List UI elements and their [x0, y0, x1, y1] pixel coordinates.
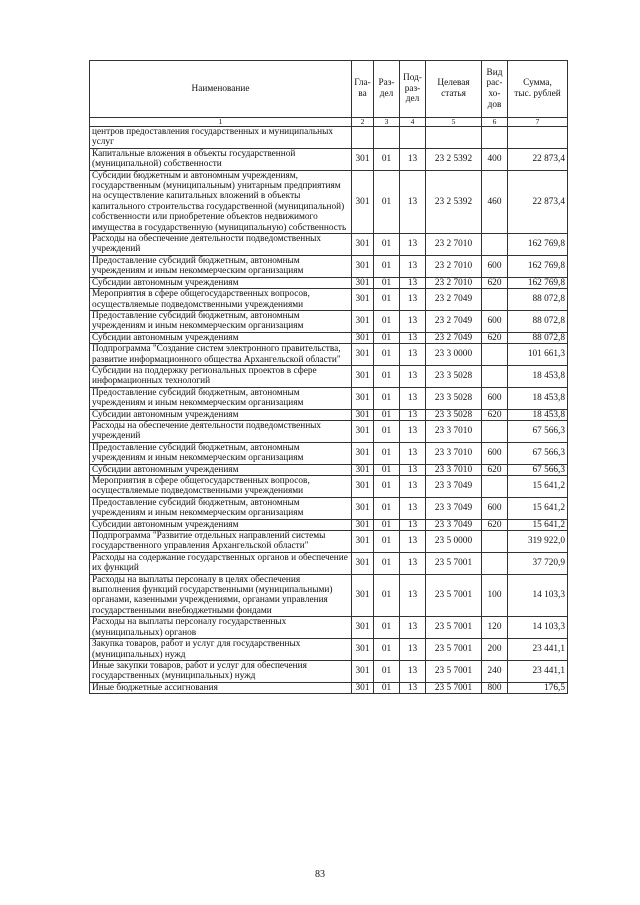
cell-summa: 162 769,8	[508, 277, 568, 288]
column-number: 7	[508, 118, 568, 127]
table-row	[90, 574, 568, 617]
table-row	[90, 277, 568, 288]
cell-summa: 15 641,2	[508, 476, 568, 498]
cell-vid: 600	[482, 442, 508, 464]
column-number: 6	[482, 118, 508, 127]
cell-glava: 301	[352, 148, 374, 170]
cell-tselevaya: 23 3 7049	[426, 497, 482, 519]
cell-podrazdel: 13	[400, 464, 426, 475]
col-header-glava: Гла- ва	[352, 61, 374, 118]
cell-razdel: 01	[374, 332, 400, 343]
cell-glava: 301	[352, 289, 374, 311]
cell-tselevaya: 23 5 0000	[426, 531, 482, 553]
cell-summa: 67 566,3	[508, 464, 568, 475]
cell-summa: 88 072,8	[508, 332, 568, 343]
cell-name: Предоставление субсидий бюджетным, автономным учреждениям и иным некоммерческим организациям	[90, 497, 352, 519]
cell-name: Расходы на содержание государственных органов и обеспечение их функций	[90, 552, 352, 574]
cell-tselevaya: 23 5 7001	[426, 574, 482, 617]
cell-glava: 301	[352, 519, 374, 530]
cell-razdel: 01	[374, 365, 400, 387]
cell-tselevaya: 23 2 5392	[426, 170, 482, 233]
cell-vid	[482, 365, 508, 387]
cell-glava: 301	[352, 420, 374, 442]
table-row	[90, 682, 568, 693]
cell-name: Субсидии автономным учреждениям	[90, 277, 352, 288]
cell-name: Субсидии автономным учреждениям	[90, 464, 352, 475]
cell-vid: 620	[482, 464, 508, 475]
cell-glava: 301	[352, 464, 374, 475]
cell-summa: 18 453,8	[508, 409, 568, 420]
cell-vid	[482, 127, 508, 149]
cell-tselevaya: 23 3 7010	[426, 464, 482, 475]
cell-name: Мероприятия в сфере общегосударственных вопросов, осуществляемые подведомственными учреждениями	[90, 476, 352, 498]
cell-tselevaya: 23 2 7010	[426, 255, 482, 277]
cell-summa: 67 566,3	[508, 420, 568, 442]
cell-name: Субсидии автономным учреждениям	[90, 409, 352, 420]
table-row	[90, 442, 568, 464]
cell-vid: 800	[482, 682, 508, 693]
cell-razdel: 01	[374, 409, 400, 420]
cell-summa: 88 072,8	[508, 310, 568, 332]
cell-summa: 101 661,3	[508, 344, 568, 366]
cell-razdel: 01	[374, 170, 400, 233]
cell-vid: 200	[482, 639, 508, 661]
cell-glava: 301	[352, 365, 374, 387]
cell-vid: 100	[482, 574, 508, 617]
cell-razdel: 01	[374, 255, 400, 277]
cell-summa: 23 441,1	[508, 660, 568, 682]
table-row	[90, 234, 568, 256]
cell-tselevaya: 23 3 5028	[426, 409, 482, 420]
column-number: 3	[374, 118, 400, 127]
cell-podrazdel: 13	[400, 574, 426, 617]
cell-summa: 176,5	[508, 682, 568, 693]
cell-razdel: 01	[374, 639, 400, 661]
cell-summa: 22 873,4	[508, 170, 568, 233]
table-row	[90, 148, 568, 170]
table-header	[90, 61, 568, 127]
cell-glava: 301	[352, 277, 374, 288]
cell-podrazdel: 13	[400, 289, 426, 311]
cell-glava: 301	[352, 617, 374, 639]
cell-tselevaya: 23 3 7010	[426, 442, 482, 464]
cell-razdel: 01	[374, 552, 400, 574]
cell-podrazdel: 13	[400, 660, 426, 682]
cell-name: Субсидии на поддержку региональных проектов в сфере информационных технологий	[90, 365, 352, 387]
cell-name: Подпрограмма "Развитие отдельных направлений системы государственного управления Архангельской области"	[90, 531, 352, 553]
cell-glava: 301	[352, 332, 374, 343]
cell-razdel: 01	[374, 464, 400, 475]
cell-name: Мероприятия в сфере общегосударственных вопросов, осуществляемые подведомственными учреждениями	[90, 289, 352, 311]
column-number-row	[90, 118, 568, 127]
cell-podrazdel: 13	[400, 552, 426, 574]
cell-razdel: 01	[374, 531, 400, 553]
cell-tselevaya: 23 2 7049	[426, 289, 482, 311]
cell-glava: 301	[352, 344, 374, 366]
cell-name: Предоставление субсидий бюджетным, автономным учреждениям и иным некоммерческим организациям	[90, 442, 352, 464]
cell-vid: 460	[482, 170, 508, 233]
table-row	[90, 552, 568, 574]
cell-tselevaya: 23 2 7049	[426, 332, 482, 343]
col-header-tselevaya: Целевая статья	[426, 61, 482, 118]
cell-tselevaya: 23 3 5028	[426, 387, 482, 409]
cell-razdel: 01	[374, 442, 400, 464]
cell-glava: 301	[352, 170, 374, 233]
table-row	[90, 497, 568, 519]
table-row	[90, 127, 568, 149]
column-number: 2	[352, 118, 374, 127]
cell-razdel: 01	[374, 277, 400, 288]
cell-glava: 301	[352, 234, 374, 256]
cell-podrazdel: 13	[400, 277, 426, 288]
cell-podrazdel: 13	[400, 365, 426, 387]
cell-name: Капитальные вложения в объекты государственной (муниципальной) собственности	[90, 148, 352, 170]
cell-podrazdel: 13	[400, 639, 426, 661]
cell-summa: 162 769,8	[508, 255, 568, 277]
cell-podrazdel: 13	[400, 310, 426, 332]
cell-glava: 301	[352, 682, 374, 693]
cell-tselevaya: 23 5 7001	[426, 639, 482, 661]
cell-summa	[508, 127, 568, 149]
cell-podrazdel: 13	[400, 682, 426, 693]
cell-name: Расходы на выплаты персоналу государственных (муниципальных) органов	[90, 617, 352, 639]
cell-vid: 600	[482, 310, 508, 332]
cell-summa: 14 103,3	[508, 574, 568, 617]
cell-glava: 301	[352, 310, 374, 332]
cell-glava: 301	[352, 574, 374, 617]
cell-vid: 600	[482, 387, 508, 409]
cell-razdel: 01	[374, 148, 400, 170]
cell-glava: 301	[352, 639, 374, 661]
cell-podrazdel: 13	[400, 442, 426, 464]
cell-vid: 120	[482, 617, 508, 639]
cell-name: Субсидии бюджетным и автономным учреждениям, государственным (муниципальным) унитарным предприятиям на осуществление капитальных вложений в объекты капитального строительства государственной (муниципальной) собственности или приобретение объектов недвижимого имущества в государственную (муниципальную) собственность	[90, 170, 352, 233]
col-header-razdel: Раз- дел	[374, 61, 400, 118]
cell-podrazdel: 13	[400, 420, 426, 442]
cell-name: Закупка товаров, работ и услуг для государственных (муниципальных) нужд	[90, 639, 352, 661]
cell-razdel: 01	[374, 497, 400, 519]
cell-razdel: 01	[374, 617, 400, 639]
cell-podrazdel: 13	[400, 148, 426, 170]
budget-table	[89, 60, 568, 694]
cell-podrazdel: 13	[400, 255, 426, 277]
cell-glava: 301	[352, 497, 374, 519]
cell-podrazdel	[400, 127, 426, 149]
cell-razdel	[374, 127, 400, 149]
cell-razdel: 01	[374, 682, 400, 693]
col-header-summa: Сумма, тыс. рублей	[508, 61, 568, 118]
cell-glava: 301	[352, 442, 374, 464]
cell-razdel: 01	[374, 476, 400, 498]
cell-glava: 301	[352, 255, 374, 277]
cell-name: Предоставление субсидий бюджетным, автономным учреждениям и иным некоммерческим организациям	[90, 387, 352, 409]
cell-podrazdel: 13	[400, 387, 426, 409]
cell-vid: 620	[482, 519, 508, 530]
cell-summa: 67 566,3	[508, 442, 568, 464]
column-number: 5	[426, 118, 482, 127]
cell-podrazdel: 13	[400, 170, 426, 233]
cell-razdel: 01	[374, 660, 400, 682]
cell-podrazdel: 13	[400, 344, 426, 366]
cell-podrazdel: 13	[400, 519, 426, 530]
cell-razdel: 01	[374, 420, 400, 442]
cell-vid	[482, 552, 508, 574]
cell-vid: 600	[482, 255, 508, 277]
cell-tselevaya: 23 3 7049	[426, 476, 482, 498]
cell-summa: 18 453,8	[508, 387, 568, 409]
column-number: 1	[90, 118, 352, 127]
cell-razdel: 01	[374, 574, 400, 617]
cell-glava: 301	[352, 531, 374, 553]
cell-name: Иные закупки товаров, работ и услуг для обеспечения государственных (муниципальных) нужд	[90, 660, 352, 682]
table-row	[90, 310, 568, 332]
table-row	[90, 660, 568, 682]
cell-glava: 301	[352, 387, 374, 409]
cell-vid: 240	[482, 660, 508, 682]
cell-name: Субсидии автономным учреждениям	[90, 332, 352, 343]
cell-vid	[482, 234, 508, 256]
cell-tselevaya: 23 3 7049	[426, 519, 482, 530]
cell-summa: 319 922,0	[508, 531, 568, 553]
cell-podrazdel: 13	[400, 617, 426, 639]
cell-tselevaya: 23 2 7010	[426, 277, 482, 288]
cell-summa: 162 769,8	[508, 234, 568, 256]
table-row	[90, 464, 568, 475]
cell-podrazdel: 13	[400, 332, 426, 343]
cell-vid	[482, 344, 508, 366]
cell-glava: 301	[352, 552, 374, 574]
cell-name: Расходы на обеспечение деятельности подведомственных учреждений	[90, 234, 352, 256]
cell-tselevaya: 23 3 5028	[426, 365, 482, 387]
cell-vid: 400	[482, 148, 508, 170]
col-header-podrazdel: Под- раз- дел	[400, 61, 426, 118]
cell-glava: 301	[352, 476, 374, 498]
table-row	[90, 639, 568, 661]
cell-name: центров предоставления государственных и муниципальных услуг	[90, 127, 352, 149]
cell-name: Иные бюджетные ассигнования	[90, 682, 352, 693]
table-row	[90, 332, 568, 343]
table-row	[90, 387, 568, 409]
cell-podrazdel: 13	[400, 531, 426, 553]
cell-tselevaya: 23 5 7001	[426, 660, 482, 682]
cell-name: Расходы на выплаты персоналу в целях обеспечения выполнения функций государственными (муниципальными) органами, казенными учреждениями, органами управления государственными внебюджетными фондами	[90, 574, 352, 617]
column-number: 4	[400, 118, 426, 127]
cell-podrazdel: 13	[400, 476, 426, 498]
cell-name: Субсидии автономным учреждениям	[90, 519, 352, 530]
cell-summa: 88 072,8	[508, 289, 568, 311]
cell-summa: 18 453,8	[508, 365, 568, 387]
cell-vid: 620	[482, 409, 508, 420]
page-number: 83	[315, 869, 325, 880]
header-row	[90, 61, 568, 118]
cell-vid: 620	[482, 332, 508, 343]
cell-summa: 15 641,2	[508, 497, 568, 519]
table-row	[90, 409, 568, 420]
cell-name: Предоставление субсидий бюджетным, автономным учреждениям и иным некоммерческим организациям	[90, 310, 352, 332]
table-row	[90, 170, 568, 233]
cell-podrazdel: 13	[400, 409, 426, 420]
cell-razdel: 01	[374, 519, 400, 530]
cell-tselevaya: 23 3 0000	[426, 344, 482, 366]
cell-vid	[482, 531, 508, 553]
cell-vid: 620	[482, 277, 508, 288]
cell-razdel: 01	[374, 344, 400, 366]
table-row	[90, 365, 568, 387]
cell-razdel: 01	[374, 387, 400, 409]
cell-glava: 301	[352, 660, 374, 682]
cell-vid	[482, 476, 508, 498]
cell-glava: 301	[352, 409, 374, 420]
table-row	[90, 289, 568, 311]
cell-podrazdel: 13	[400, 497, 426, 519]
cell-vid: 600	[482, 497, 508, 519]
cell-summa: 14 103,3	[508, 617, 568, 639]
table-row	[90, 476, 568, 498]
cell-name: Подпрограмма "Создание систем электронного правительства, развитие информационного общества Архангельской области"	[90, 344, 352, 366]
cell-tselevaya: 23 2 7010	[426, 234, 482, 256]
table-row	[90, 420, 568, 442]
cell-razdel: 01	[374, 289, 400, 311]
table-body	[90, 127, 568, 694]
cell-tselevaya: 23 2 5392	[426, 148, 482, 170]
cell-summa: 23 441,1	[508, 639, 568, 661]
cell-tselevaya: 23 2 7049	[426, 310, 482, 332]
cell-razdel: 01	[374, 310, 400, 332]
table-row	[90, 344, 568, 366]
cell-razdel: 01	[374, 234, 400, 256]
table-row	[90, 617, 568, 639]
cell-tselevaya: 23 5 7001	[426, 682, 482, 693]
cell-summa: 22 873,4	[508, 148, 568, 170]
table-row	[90, 519, 568, 530]
cell-name: Предоставление субсидий бюджетным, автономным учреждениям и иным некоммерческим организациям	[90, 255, 352, 277]
cell-vid	[482, 289, 508, 311]
col-header-name: Наименование	[90, 61, 352, 118]
table-row	[90, 531, 568, 553]
cell-summa: 37 720,9	[508, 552, 568, 574]
table-row	[90, 255, 568, 277]
cell-tselevaya: 23 5 7001	[426, 552, 482, 574]
col-header-vid: Вид рас- хо- дов	[482, 61, 508, 118]
cell-vid	[482, 420, 508, 442]
cell-tselevaya: 23 3 7010	[426, 420, 482, 442]
cell-tselevaya: 23 5 7001	[426, 617, 482, 639]
cell-tselevaya	[426, 127, 482, 149]
cell-glava	[352, 127, 374, 149]
cell-podrazdel: 13	[400, 234, 426, 256]
cell-name: Расходы на обеспечение деятельности подведомственных учреждений	[90, 420, 352, 442]
cell-summa: 15 641,2	[508, 519, 568, 530]
